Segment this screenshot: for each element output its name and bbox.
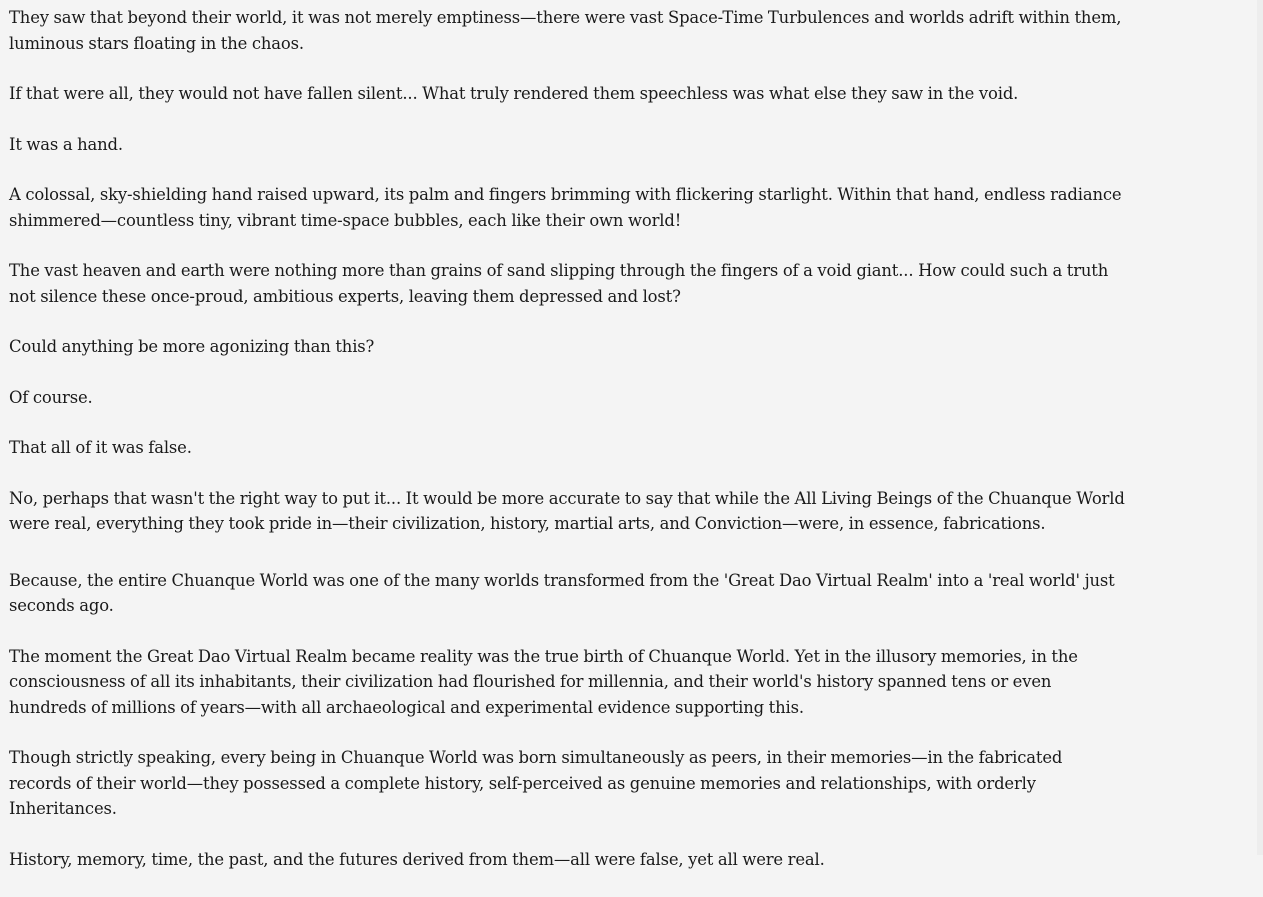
chapter-content (9, 5, 1129, 897)
paragraph-5: The vast heaven and earth were nothing more than grains of sand slipping through the fingers of a void giant... How could such a truth not silence these once-proud, ambitious experts, leaving them depressed and lost? (9, 261, 1109, 306)
paragraph-11: The moment the Great Dao Virtual Realm became reality was the true birth of Chuanque World. Yet in the illusory memories, in the consciousness of all its inhabitants, their civilization had flourished for millennia, and their world's history spanned tens or even hundreds of millions of years—with all archaeological and experimental evidence supporting this. (9, 646, 1078, 717)
paragraph-8: That all of it was false. (9, 438, 192, 457)
paragraph-2: If that were all, they would not have fallen silent... What truly rendered them speechless was what else they saw in the void. (9, 84, 1019, 103)
paragraph-7: Of course. (9, 387, 93, 407)
paragraph-1: They saw that beyond their world, it was not merely emptiness—there were vast Space-Time Turbulences and worlds adrift within them, luminous stars floating in the chaos. (9, 8, 1122, 53)
paragraph-10: Because, the entire Chuanque World was one of the many worlds transformed from the 'Great Dao Virtual Realm' into a 'real world' just seconds ago. (9, 570, 1115, 615)
paragraph-6: Could anything be more agonizing than this? (9, 337, 375, 356)
paragraph-9: No, perhaps that wasn't the right way to put it... It would be more accurate to say that while the All Living Beings of the Chuanque World were real, everything they took pride in—their civilization, history, martial arts, and Conviction—were, in essence, fabrications. (9, 488, 1125, 533)
paragraph-4: A colossal, sky-shielding hand raised upward, its palm and fingers brimming with flickering starlight. Within that hand, endless radiance shimmered—countless tiny, vibrant time-space bubbles, each like their own world! (9, 185, 1122, 230)
paragraph-13: History, memory, time, the past, and the futures derived from them—all were false, yet all were real. (9, 849, 825, 869)
scrollbar-track[interactable] (1257, 0, 1263, 855)
paragraph-3: It was a hand. (9, 134, 123, 154)
paragraph-12: Though strictly speaking, every being in Chuanque World was born simultaneously as peers, in their memories—in the fabricated records of their world—they possessed a complete history, self-perceived as genuine memories and relationships, with orderly Inheritances. (9, 748, 1063, 818)
